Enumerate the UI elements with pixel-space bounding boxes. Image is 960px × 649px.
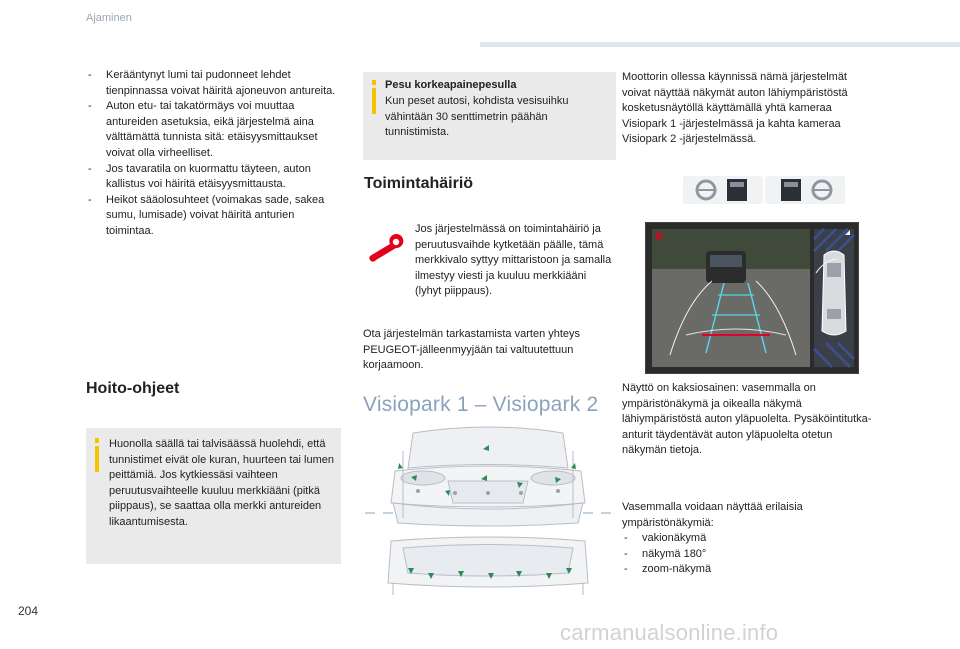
car-rear-illustration (388, 537, 588, 595)
wash-title: Pesu korkeapainepesulla (385, 79, 517, 91)
list-item: - Heikot sääolosuhteet (voimakas sade, sakea sumu, lumisade) voivat häiritä anturien toimintaa. (86, 193, 344, 240)
camera-display-view (646, 223, 858, 373)
list-item: - Jos tavaratila on kuormattu täyteen, auton kallistus voi häiritä etäisyysmittausta. (86, 162, 344, 193)
care-text: Huonolla säällä tai talvisäässä huolehdi, että tunnistimet eivät ole kuran, huurteen tai lumen peittämiä. Jos kytkiessäsi vaihteen peruutusvaihteelle kuuluu merkkiääni (pitkä piippaus), se saattaa olla merkki antureiden likaantumisesta. (109, 438, 335, 528)
care-heading: Hoito-ohjeet (86, 380, 180, 397)
top-view (814, 229, 854, 367)
precaution-list (86, 68, 344, 240)
page-number: 204 (18, 604, 39, 618)
visiopark2-dashboard-icon (765, 173, 845, 207)
list-item: - Auton etu- tai takatörmäys voi muuttaa antureiden asetuksia, eikä järjestelmä aina välttämättä tunnista sitä: etäisyysmittaukset voivat olla virheelliset. (86, 99, 344, 161)
list-item: - vakionäkymä (622, 531, 872, 547)
wrench-icon (366, 232, 406, 262)
views-list (622, 531, 872, 578)
list-item: - näkymä 180° (622, 547, 872, 563)
rear-camera-view (652, 229, 810, 367)
visiopark-heading: Visiopark 1 – Visiopark 2 (363, 393, 599, 416)
views-intro: Vasemmalla voidaan näyttää erilaisia ympäristönäkymiä: (622, 501, 803, 529)
list-item: - zoom-näkymä (622, 562, 872, 578)
split-screen-text: Näyttö on kaksiosainen: vasemmalla on ympäristönäkymä ja oikealla näkymä lähiympäristöstä auton yläpuolelta. Pysäköintitutka-anturit täydentävät auton yläpuolelta otetun näkymän tietoja. (622, 382, 872, 457)
car-front-illustration (391, 427, 585, 526)
fault-text: Jos järjestelmässä on toimintahäiriö ja peruutusvaihde kytketään päälle, tämä merkkivalo syttyy mittaristoon ja samalla ilmestyy viesti ja kuuluu merkkiääni (lyhyt piippaus). (415, 223, 612, 298)
car-sensor-illustration (363, 423, 613, 598)
info-marker-icon (372, 80, 376, 114)
info-marker-icon (95, 438, 99, 472)
list-item: - Kerääntynyt lumi tai pudonneet lehdet tienpinnassa voivat häiritä ajoneuvon antureita. (86, 68, 344, 99)
running-header: Ajaminen (86, 12, 132, 24)
service-text: Ota järjestelmän tarkastamista varten yhteys PEUGEOT-jälleenmyyjään tai valtuutettuun korjaamoon. (363, 328, 581, 372)
intro-text: Moottorin ollessa käynnissä nämä järjestelmät voivat näyttää näkymät auton lähiympäristöstä kosketusnäytöllä käyttämällä yhtä kameraa Visiopark 1 -järjestelmässä ja kahta kameraa Visiopark 2 -järjestelmässä. (622, 71, 848, 146)
wash-text: Kun peset autosi, kohdista vesisuihku vähintään 30 senttimetrin päähän tunnistimista. (385, 95, 569, 139)
watermark: carmanualsonline.info (560, 620, 779, 645)
wash-infobox (363, 72, 616, 160)
camera-display (645, 222, 859, 374)
care-infobox (86, 428, 341, 564)
header-rule (480, 42, 960, 47)
fault-heading: Toimintahäiriö (364, 175, 474, 192)
visiopark1-dashboard-icon (683, 173, 763, 207)
